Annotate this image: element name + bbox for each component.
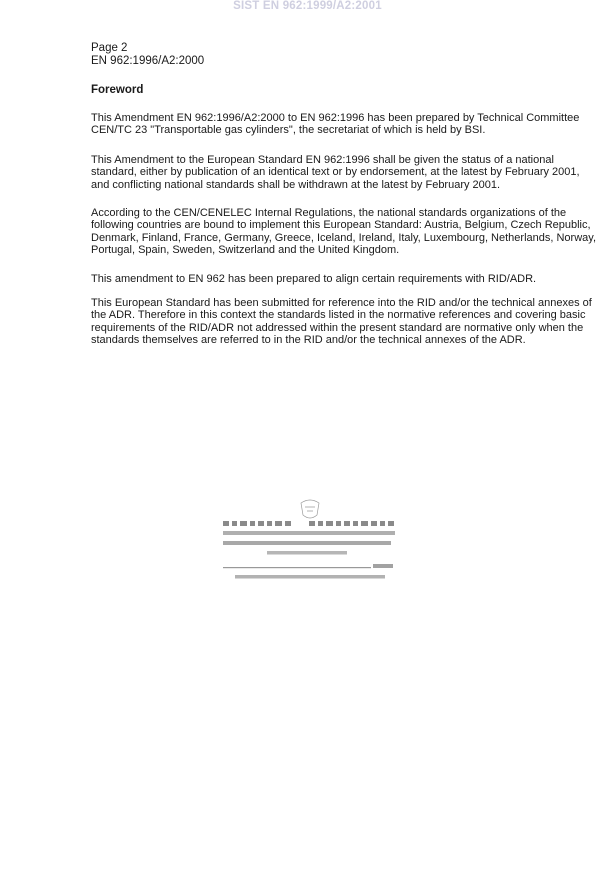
watermark: SIST EN 962:1999/A2:2001 bbox=[233, 0, 382, 12]
page-number: Page 2 bbox=[91, 42, 128, 54]
paragraph-status: This Amendment to the European Standard EN 962:1996 shall be given the status of a national standard, either by publication of an identical text or by endorsement, at the latest by February 2001, and conflicting national standards shall be withdrawn at the latest by February 2001. bbox=[91, 154, 580, 191]
document-id: EN 962:1996/A2:2000 bbox=[91, 55, 205, 67]
section-heading: Foreword bbox=[91, 84, 144, 96]
paragraph-countries: According to the CEN/CENELEC Internal Regulations, the national standards organizations of the following countries are bound to implement this European Standard: Austria, Belgium, Czech Republic, Denmark, Finland, France, Germany, Greece, Iceland, Ireland, Italy, Luxembourg, Netherlands, Norway, Portugal, Spain, Sweden, Switzerland and the United Kingdom. bbox=[91, 207, 597, 256]
paragraph-alignment: This amendment to EN 962 has been prepared to align certain requirements with RID/ADR. bbox=[91, 273, 537, 285]
mirrored-stamp-seal bbox=[215, 495, 405, 595]
paragraph-preparation: This Amendment EN 962:1996/A2:2000 to EN 962:1996 has been prepared by Technical Committee CEN/TC 23 "Transportable gas cylinders", the secretariat of which is held by BSI. bbox=[91, 112, 580, 137]
paragraph-rid-adr: This European Standard has been submitted for reference into the RID and/or the technical annexes of the ADR. Therefore in this context the standards listed in the normative references and covering basic requirements of the RID/ADR not addressed within the present standard are normative only when the standards themselves are referred to in the RID and/or the technical annexes of the ADR. bbox=[91, 297, 592, 346]
page-header bbox=[91, 42, 204, 68]
